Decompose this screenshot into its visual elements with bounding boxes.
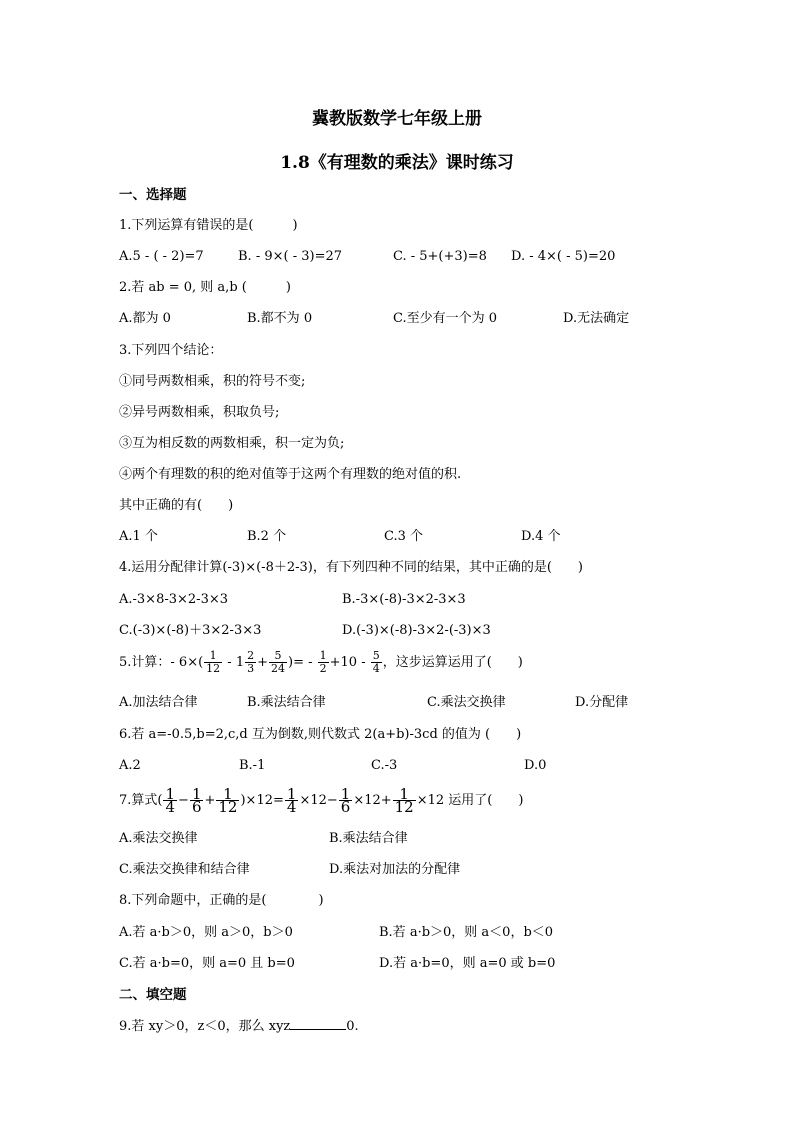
fraction: $\frac{1}{12}$ (394, 785, 414, 816)
question-8-option-c: C.若 a·b=0，则 a=0 且 b=0 (119, 956, 295, 971)
fraction: $\frac{1}{12}$ (218, 785, 238, 816)
question-3-statement-2: ②异号两数相乘，积取负号; (119, 405, 280, 420)
question-3-option-d: D.4 个 (521, 529, 561, 544)
question-1-option-c: C. - 5+(+3)=8 (393, 249, 487, 264)
question-8-stem: 8.下列命题中，正确的是( ) (119, 893, 324, 908)
question-4-stem: 4.运用分配律计算(-3)×(-8＋2-3)，有下列四种不同的结果，其中正确的是( ) (119, 560, 583, 575)
fraction: $\frac{1}{12}$ (206, 649, 221, 675)
question-5-option-a: A.加法结合律 (119, 695, 198, 710)
question-3-option-a: A.1 个 (119, 529, 158, 544)
question-9-stem: 9.若 xy＞0，z＜0，那么 xyz 0. (119, 1019, 359, 1034)
question-1-stem: 1.下列运算有错误的是( ) (119, 218, 298, 233)
question-4-option-b: B.-3×(-8)-3×2-3×3 (342, 592, 466, 607)
question-7-option-d: D.乘法对加法的分配律 (329, 862, 461, 877)
section-heading-fill: 二、填空题 (119, 987, 187, 1003)
question-7-option-b: B.乘法结合律 (329, 831, 408, 846)
question-7-stem: 7.算式( $\frac{1}{4}$ − $\frac{1}{6}$ + $\frac{1}{12}$ )×12= $\frac{1}{4}$ ×12− $\frac{1}{6}$ ×12+ $\frac{1}{12}$ ×12 运用了( ) (119, 785, 524, 816)
question-2-option-d: D.无法确定 (563, 311, 630, 326)
question-1-option-b: B. - 9×( - 3)=27 (238, 249, 343, 264)
question-2-stem: 2.若 ab = 0, 则 a,b ( ) (119, 280, 291, 295)
question-3-ask: 其中正确的有( ) (119, 498, 234, 513)
question-4-option-d: D.(-3)×(-8)-3×2-(-3)×3 (342, 623, 491, 638)
fraction: $\frac{1}{4}$ (286, 785, 297, 816)
question-4-option-a: A.-3×8-3×2-3×3 (119, 592, 229, 607)
fraction: $\frac{2}{3}$ (247, 649, 255, 675)
fraction: $\frac{1}{2}$ (319, 649, 327, 675)
question-5-option-c: C.乘法交换律 (427, 695, 506, 710)
answer-blank[interactable] (290, 1017, 346, 1030)
question-5-option-d: D.分配律 (575, 695, 629, 710)
question-7-option-a: A.乘法交换律 (119, 831, 198, 846)
question-1-option-d: D. - 4×( - 5)=20 (511, 249, 616, 264)
question-3-statement-4: ④两个有理数的积的绝对值等于这两个有理数的绝对值的积. (119, 467, 462, 482)
question-2-option-c: C.至少有一个为 0 (393, 311, 498, 326)
question-2-option-b: B.都不为 0 (247, 311, 313, 326)
question-6-option-a: A.2 (119, 758, 141, 773)
fraction: $\frac{1}{6}$ (340, 785, 351, 816)
question-3-statement-1: ①同号两数相乘，积的符号不变; (119, 374, 306, 389)
question-3-statement-3: ③互为相反数的两数相乘，积一定为负; (119, 436, 345, 451)
question-6-stem: 6.若 a=-0.5,b=2,c,d 互为倒数,则代数式 2(a+b)-3cd 的值为 ( ) (119, 727, 522, 742)
question-8-option-a: A.若 a·b＞0，则 a＞0，b＞0 (119, 925, 293, 940)
fraction: $\frac{1}{6}$ (191, 785, 202, 816)
question-6-option-c: C.-3 (371, 758, 398, 773)
question-3-stem: 3.下列四个结论： (119, 343, 223, 358)
question-8-option-b: B.若 a·b＞0，则 a＜0，b＜0 (379, 925, 554, 940)
question-2-option-a: A.都为 0 (119, 311, 171, 326)
question-6-option-b: B.-1 (239, 758, 266, 773)
question-1-option-a: A.5 - ( - 2)=7 (119, 249, 204, 264)
question-5-option-b: B.乘法结合律 (247, 695, 326, 710)
question-3-option-c: C.3 个 (384, 529, 424, 544)
question-6-option-d: D.0 (524, 758, 547, 773)
question-5-stem: 5.计算：- 6×( $\frac{1}{12}$ - 1 $\frac{2}{3}$ + $\frac{5}{24}$ )= - $\frac{1}{2}$ +10 - $\frac{5}{4}$ ，这步运算运用了( ) (119, 649, 523, 675)
page-subtitle: 1.8《有理数的乘法》课时练习 (280, 153, 514, 173)
section-heading-choice: 一、选择题 (119, 187, 187, 203)
question-3-option-b: B.2 个 (247, 529, 287, 544)
fraction: $\frac{5}{24}$ (271, 649, 286, 675)
fraction: $\frac{1}{4}$ (165, 785, 176, 816)
fraction: $\frac{5}{4}$ (372, 649, 380, 675)
question-4-option-c: C.(-3)×(-8)＋3×2-3×3 (119, 623, 262, 638)
question-8-option-d: D.若 a·b=0，则 a=0 或 b=0 (379, 956, 556, 971)
page-title: 冀教版数学七年级上册 (312, 109, 482, 129)
question-7-option-c: C.乘法交换律和结合律 (119, 862, 250, 877)
question-5-prefix: 5.计算：- 6×( (119, 655, 204, 670)
